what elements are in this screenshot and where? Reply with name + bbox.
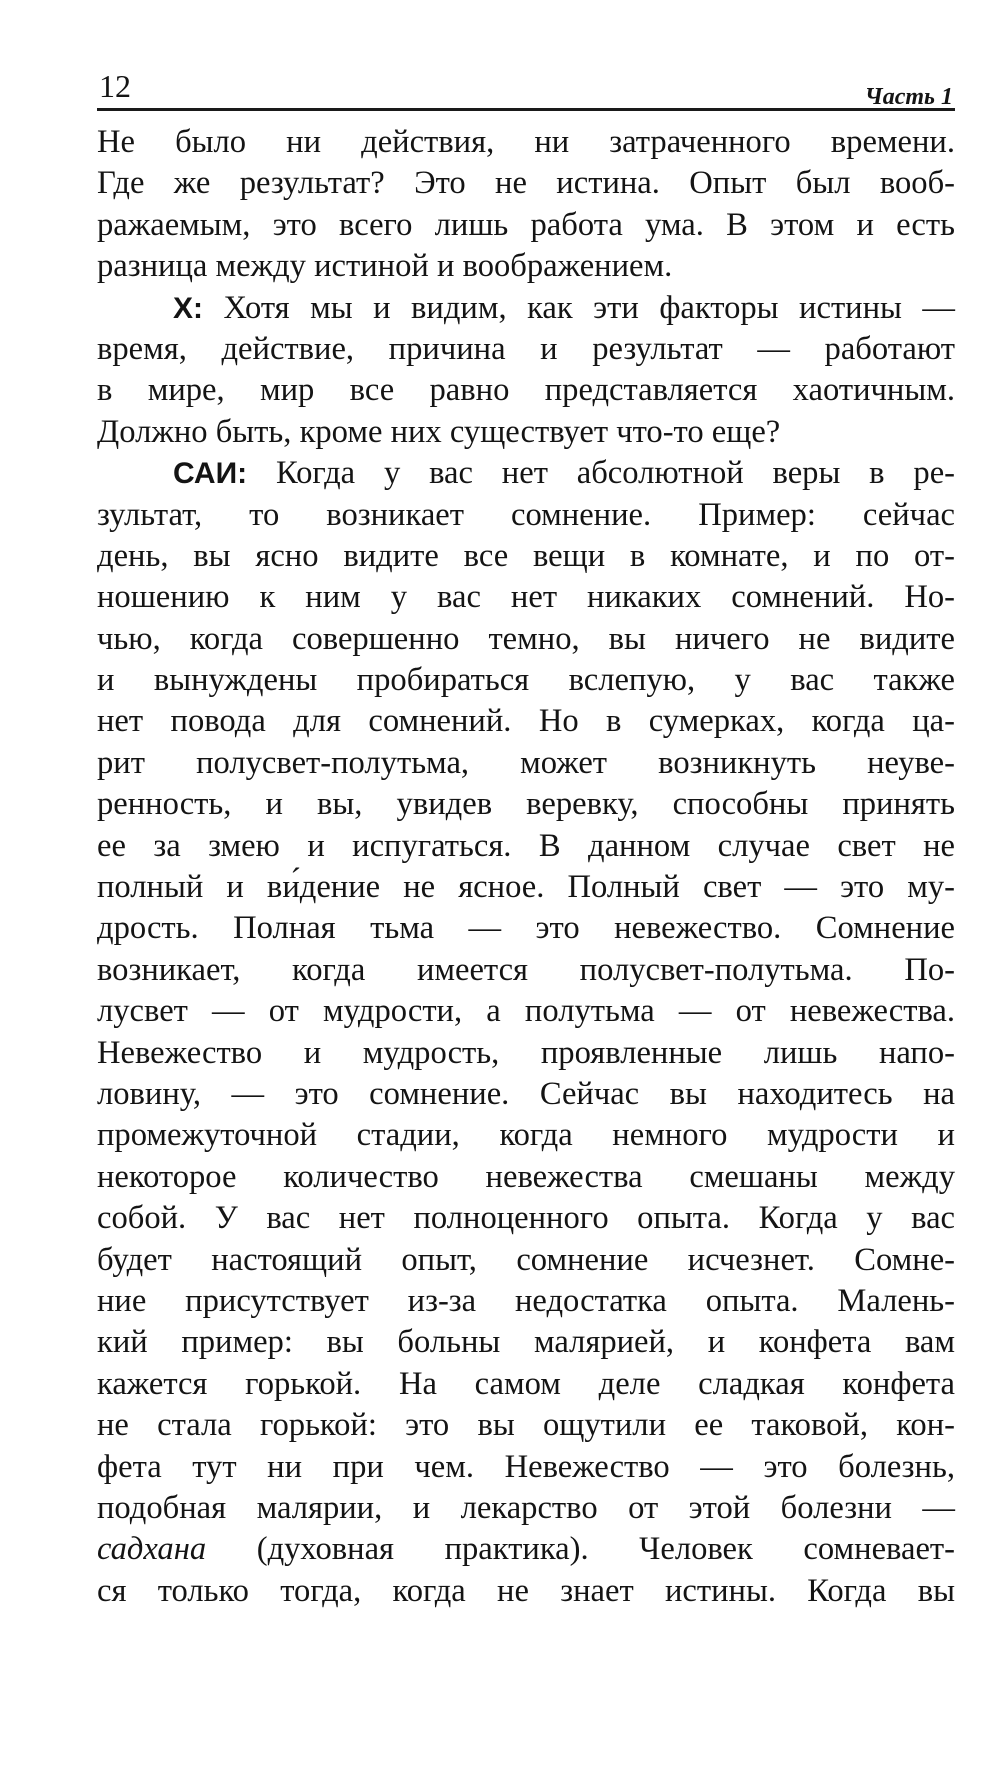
text-line: лусвет — от мудрости, а полутьма — от невежества.	[97, 993, 955, 1030]
italic-term: садхана	[97, 1531, 207, 1568]
text-line: нет повода для сомнений. Но в сумерках, когда ца-	[97, 703, 955, 740]
text-line: в мире, мир все равно представляется хаотичным.	[97, 372, 955, 409]
running-header	[97, 62, 955, 111]
text-line: ношению к ним у вас нет никаких сомнений. Но-	[97, 579, 955, 616]
text-line: ся только тогда, когда не знает истины. Когда вы	[97, 1572, 955, 1609]
text-line: возникает, когда имеется полусвет-полутьма. По-	[97, 951, 955, 988]
text-fragment: (духовная практика). Человек сомневает-	[206, 1531, 955, 1568]
text-line: ние присутствует из-за недостатка опыта. Малень-	[97, 1282, 955, 1319]
text-line	[97, 453, 955, 494]
text-line: подобная малярии, и лекарство от этой болезни —	[97, 1489, 955, 1526]
text-line: и вынуждены пробираться вслепую, у вас также	[97, 662, 955, 699]
text-line: Где же результат? Это не истина. Опыт был вооб-	[97, 165, 955, 202]
text-line: Должно быть, кроме них существует что-то еще?	[97, 413, 781, 450]
body-text	[97, 122, 955, 1612]
text-line: дрость. Полная тьма — это невежество. Сомнение	[97, 910, 955, 947]
text-fragment: Хотя мы и видим, как эти факторы истины —	[203, 289, 955, 326]
text-line: фета тут ни при чем. Невежество — это болезнь,	[97, 1448, 955, 1485]
text-line: разница между истиной и воображением.	[97, 248, 673, 285]
page-number: 12	[99, 68, 131, 104]
speaker-label: X:	[173, 291, 203, 325]
text-line: время, действие, причина и результат — работают	[97, 330, 955, 367]
text-line: собой. У вас нет полноценного опыта. Когда у вас	[97, 1200, 955, 1237]
text-line: некоторое количество невежества смешаны между	[97, 1158, 955, 1195]
speaker-label: САИ:	[173, 457, 248, 491]
text-line: не стала горькой: это вы ощутили ее таковой, кон-	[97, 1407, 955, 1444]
text-line: полный и ви́дение не ясное. Полный свет — это му-	[97, 869, 955, 906]
book-page	[97, 62, 955, 1612]
text-line: ловину, — это сомнение. Сейчас вы находитесь на	[97, 1075, 955, 1112]
text-line: зультат, то возникает сомнение. Пример: сейчас	[97, 496, 955, 533]
text-line: Не было ни действия, ни затраченного времени.	[97, 124, 955, 160]
text-line: ражаемым, это всего лишь работа ума. В этом и есть	[97, 206, 955, 243]
text-line: промежуточной стадии, когда немного мудрости и	[97, 1117, 955, 1154]
text-line	[97, 288, 955, 329]
text-line: рит полусвет-полутьма, может возникнуть неуве-	[97, 744, 955, 781]
section-label: Часть 1	[864, 84, 953, 110]
text-line: Невежество и мудрость, проявленные лишь напо-	[97, 1034, 955, 1071]
text-line	[97, 1529, 955, 1570]
text-fragment: Когда у вас нет абсолютной веры в ре-	[247, 455, 955, 492]
text-line: кий пример: вы больны малярией, и конфета вам	[97, 1324, 955, 1361]
text-line: ее за змею и испугаться. В данном случае свет не	[97, 827, 955, 864]
text-line: ренность, и вы, увидев веревку, способны принять	[97, 786, 955, 823]
text-line: будет настоящий опыт, сомнение исчезнет. Сомне-	[97, 1241, 955, 1278]
text-line: день, вы ясно видите все вещи в комнате, и по от-	[97, 537, 955, 574]
text-line: кажется горькой. На самом деле сладкая конфета	[97, 1365, 955, 1402]
text-line: чью, когда совершенно темно, вы ничего не видите	[97, 620, 955, 657]
